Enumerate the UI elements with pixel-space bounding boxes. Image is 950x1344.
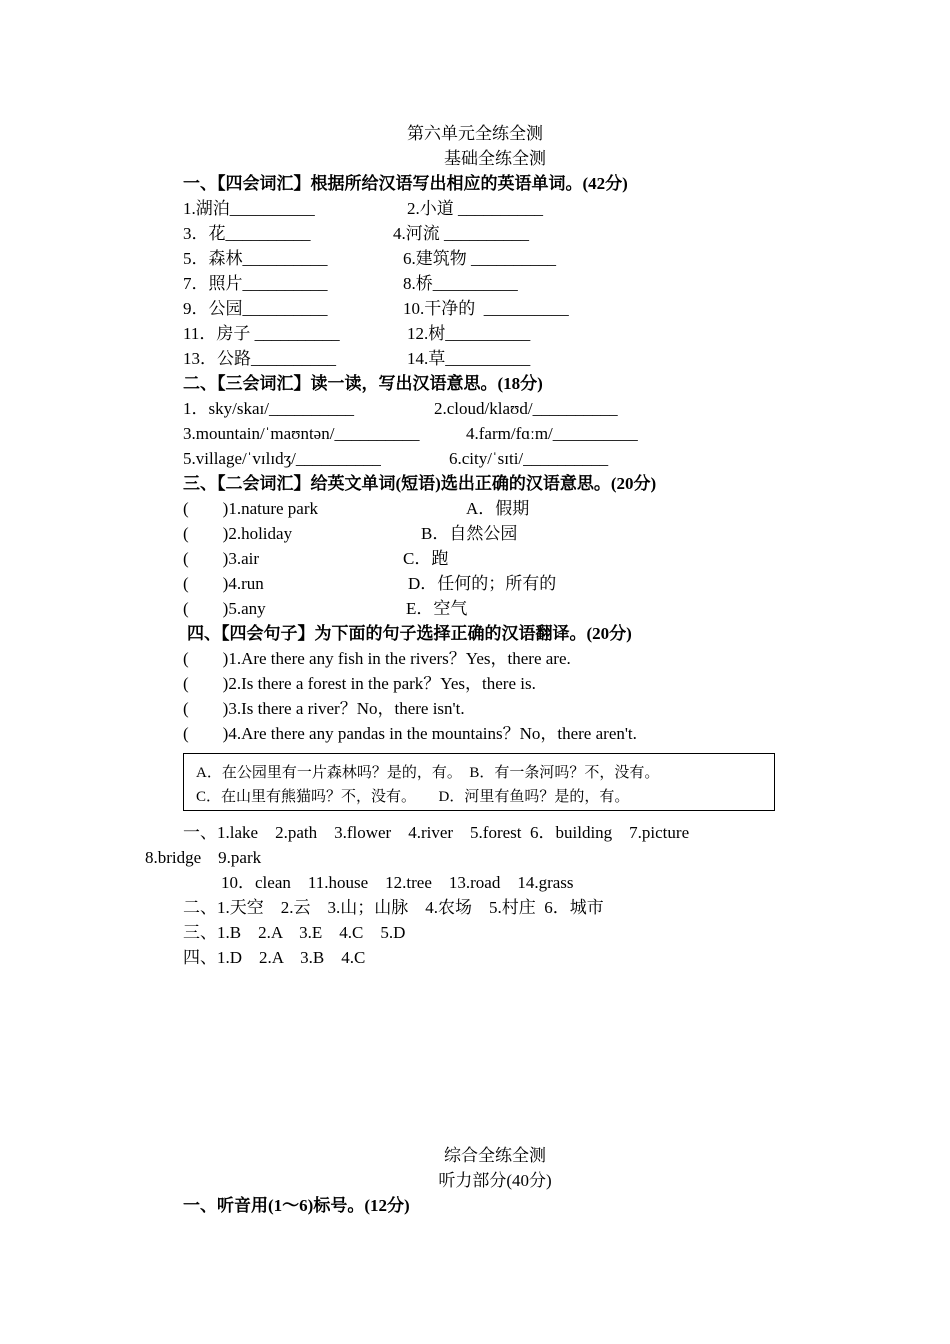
s1-item-7: 7．照片__________ — [183, 274, 328, 293]
s4-question-4: ( )4.Are there any pandas in the mountains？No，there aren't. — [183, 724, 637, 743]
s1-item-11: 11．房子 __________ — [183, 324, 340, 343]
options-box — [183, 753, 775, 811]
section1-heading: 一、【四会词汇】根据所给汉语写出相应的英语单词。(42分) — [183, 174, 628, 193]
section2-heading: 二、【三会词汇】读一读，写出汉语意思。(18分) — [183, 374, 543, 393]
basic-title: 基础全练全测 — [444, 149, 546, 168]
s3-question-2: ( )2.holiday — [183, 524, 293, 543]
options-line-1: A．在公园里有一片森林吗？是的，有。 B．有一条河吗？不，没有。 — [196, 765, 660, 781]
s3-option-d: D．任何的；所有的 — [408, 574, 557, 593]
s4-question-2: ( )2.Is there a forest in the park？Yes，there is. — [183, 674, 536, 693]
s3-question-1: ( )1.nature park — [183, 499, 319, 518]
s1-item-4: 4.河流 __________ — [393, 224, 529, 243]
s1-item-10: 10.干净的 __________ — [403, 299, 569, 318]
unit-title: 第六单元全练全测 — [407, 124, 543, 143]
answer-s1-line-2: 8.bridge 9.park — [145, 848, 262, 867]
s1-item-3: 3．花__________ — [183, 224, 311, 243]
section3-heading: 三、【二会词汇】给英文单词(短语)选出正确的汉语意思。(20分) — [183, 474, 657, 493]
s3-option-c: C．跑 — [403, 549, 449, 568]
s2-item-3: 3.mountain/ˈmaʊntən/__________ — [183, 424, 420, 443]
s2-item-5: 5.village/ˈvɪlɪdʒ/__________ — [183, 449, 381, 468]
s3-question-4: ( )4.run — [183, 574, 264, 593]
s1-item-9: 9．公园__________ — [183, 299, 328, 318]
s1-item-5: 5．森林__________ — [183, 249, 328, 268]
answer-s4: 四、1.D 2.A 3.B 4.C — [183, 948, 366, 967]
s3-option-b: B．自然公园 — [421, 524, 518, 543]
s4-question-1: ( )1.Are there any fish in the rivers？Yes，there are. — [183, 649, 571, 668]
s1-item-14: 14.草__________ — [407, 349, 531, 368]
listening-title: 听力部分(40分) — [438, 1171, 552, 1190]
s2-item-4: 4.farm/fɑːm/__________ — [466, 424, 638, 443]
answer-s3: 三、1.B 2.A 3.E 4.C 5.D — [183, 923, 406, 942]
s1-item-8: 8.桥__________ — [403, 274, 518, 293]
s3-option-e: E．空气 — [406, 599, 468, 618]
s1-item-2: 2.小道 __________ — [407, 199, 543, 218]
s1-item-12: 12.树__________ — [407, 324, 531, 343]
s2-item-2: 2.cloud/klaʊd/__________ — [434, 399, 618, 418]
options-line-2: C．在山里有熊猫吗？不，没有。 D．河里有鱼吗？是的，有。 — [196, 789, 630, 805]
s1-item-1: 1.湖泊__________ — [183, 199, 315, 218]
s1-item-13: 13．公路__________ — [183, 349, 336, 368]
s1-item-6: 6.建筑物 __________ — [403, 249, 556, 268]
listening-heading: 一、听音用(1～6)标号。(12分) — [183, 1196, 410, 1215]
answer-s1-line-1: 一、1.lake 2.path 3.flower 4.river 5.forest 6．building 7.picture — [183, 823, 690, 842]
comprehensive-title: 综合全练全测 — [444, 1146, 546, 1165]
s4-question-3: ( )3.Is there a river？No，there isn't. — [183, 699, 465, 718]
s2-item-6: 6.city/ˈsɪti/__________ — [449, 449, 609, 468]
answer-s2: 二、1.天空 2.云 3.山；山脉 4.农场 5.村庄 6．城市 — [183, 898, 604, 917]
section4-heading: 四、【四会句子】为下面的句子选择正确的汉语翻译。(20分) — [187, 624, 632, 643]
s2-item-1: 1．sky/skaɪ/__________ — [183, 399, 354, 418]
s3-question-5: ( )5.any — [183, 599, 266, 618]
answer-s1-line-3: 10．clean 11.house 12.tree 13.road 14.grass — [221, 873, 574, 892]
s3-question-3: ( )3.air — [183, 549, 260, 568]
s3-option-a: A．假期 — [466, 499, 530, 518]
